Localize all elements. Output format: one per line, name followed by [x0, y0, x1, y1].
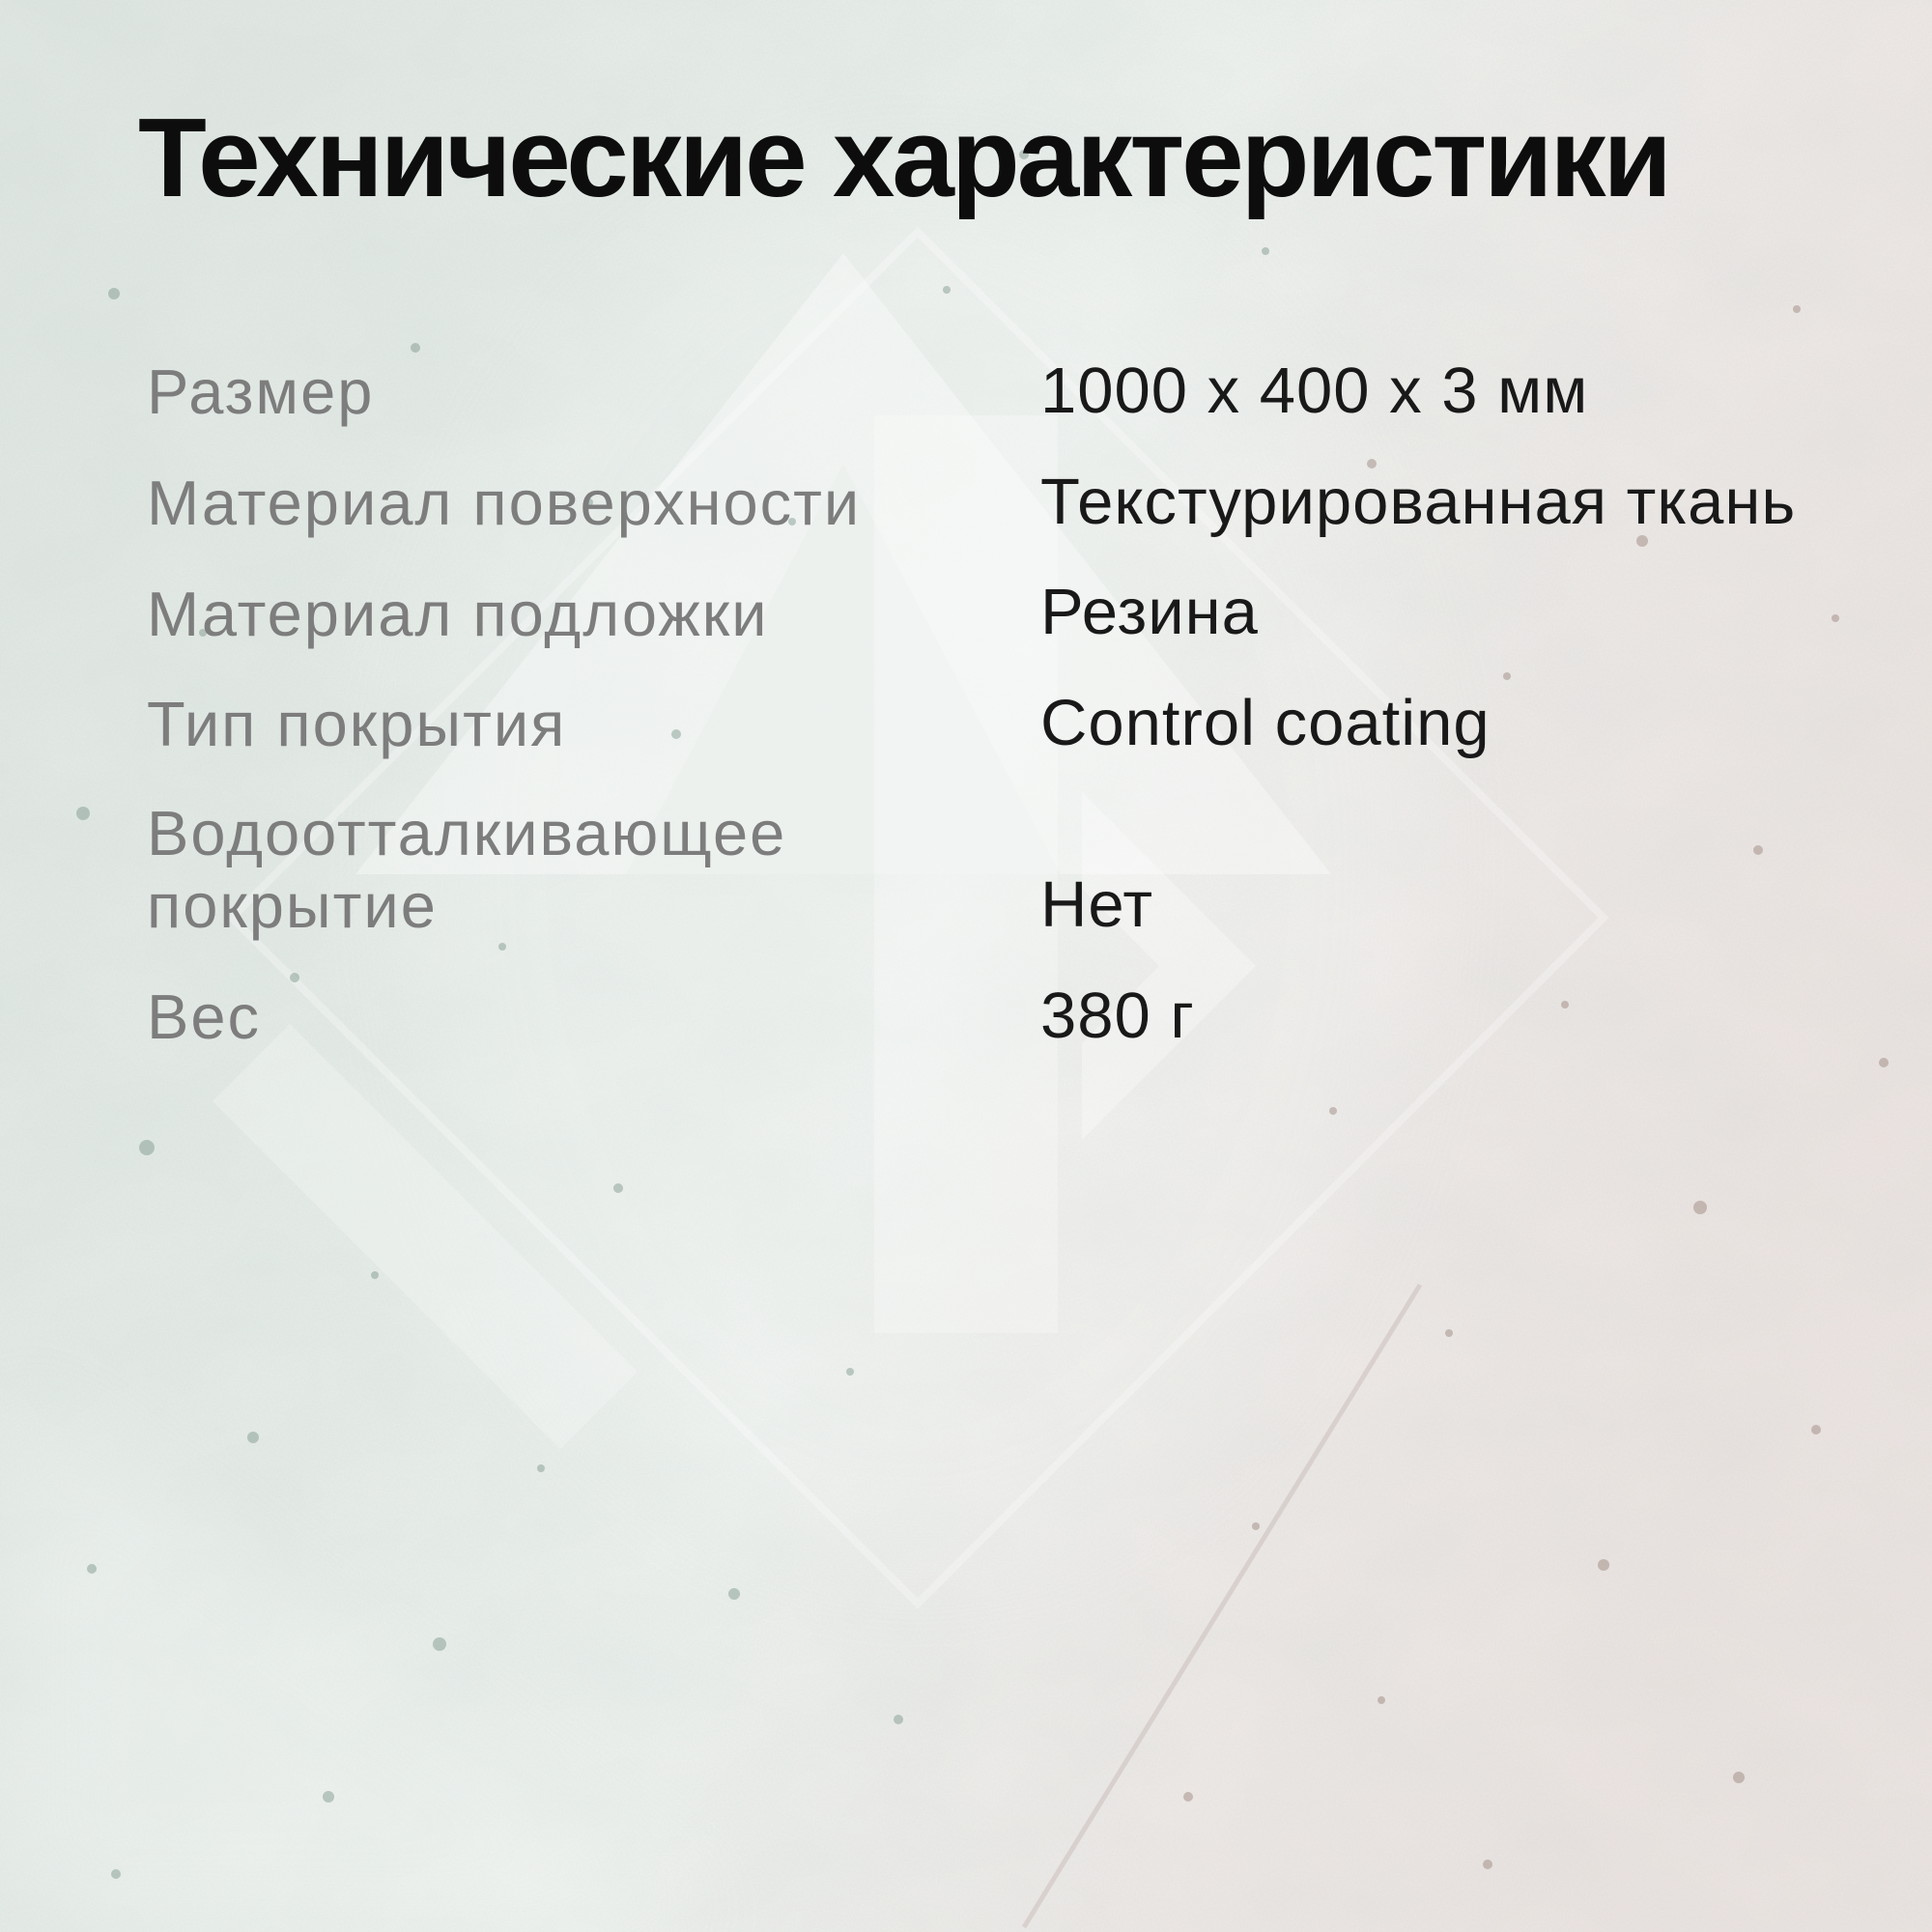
spec-label-coating-type: Тип покрытия: [147, 689, 567, 760]
spec-row-water-repellent: [147, 797, 1903, 943]
spec-value-base-material: Резина: [1040, 576, 1259, 649]
spec-row-weight: [147, 979, 1903, 1054]
spec-label-base-material: Материал подложки: [147, 578, 769, 649]
spec-table: [147, 354, 1903, 1089]
spec-value-weight: 380 г: [1040, 979, 1195, 1052]
spec-row-size: [147, 354, 1903, 429]
spec-row-coating-type: [147, 686, 1903, 761]
spec-label-size: Размер: [147, 356, 375, 428]
page-title: Технические характеристики: [138, 95, 1669, 220]
spec-label-weight: Вес: [147, 980, 262, 1052]
spec-value-surface-material: Текстурированная ткань: [1040, 465, 1797, 538]
spec-row-surface-material: [147, 465, 1903, 540]
spec-value-coating-type: Control coating: [1040, 687, 1491, 760]
spec-row-base-material: [147, 575, 1903, 650]
spec-label-surface-material: Материал поверхности: [147, 468, 862, 539]
spec-label-water-repellent: Водоотталкивающее покрытие: [147, 797, 787, 942]
spec-value-water-repellent: Нет: [1040, 867, 1154, 941]
spec-value-size: 1000 x 400 x 3 мм: [1040, 355, 1589, 427]
